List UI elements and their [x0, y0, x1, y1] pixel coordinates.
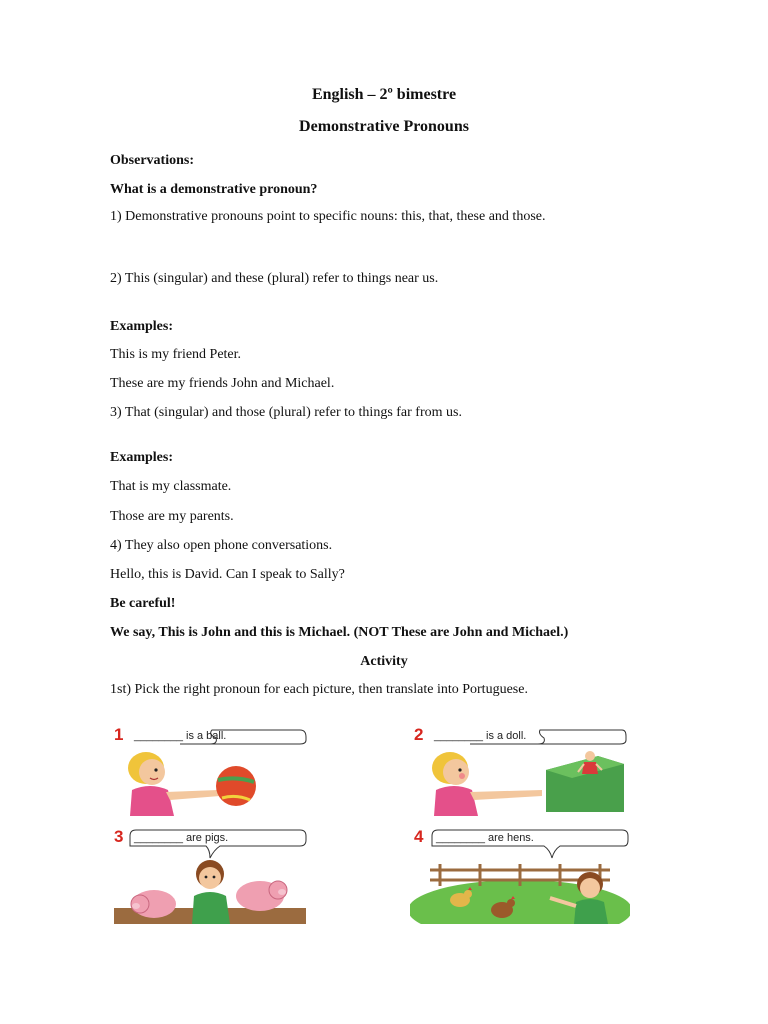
examples-heading-2: Examples: [110, 450, 173, 465]
example-4: Those are my parents. [110, 509, 234, 524]
girl-with-pigs-icon [110, 824, 310, 924]
exercise-1-number: 1 [114, 725, 124, 744]
girl-with-hens-icon [410, 824, 630, 924]
girl-with-ball-icon [110, 720, 310, 816]
activity-heading: Activity [360, 654, 408, 669]
girl-with-doll-icon [410, 720, 630, 816]
exercise-4-number: 4 [414, 827, 424, 846]
example-1: This is my friend Peter. [110, 347, 242, 362]
example-5: Hello, this is David. Can I speak to Sally? [110, 567, 345, 582]
careful-line: We say, This is John and this is Michael. (NOT These are John and Michael.) [110, 625, 569, 640]
exercise-1 [110, 720, 310, 816]
exercise-3-prompt: ________ are pigs. [134, 832, 229, 844]
question-heading: What is a demonstrative pronoun? [110, 182, 318, 197]
document-title: English – 2º bimestre [311, 86, 457, 103]
paragraph-3: 3) That (singular) and those (plural) refer to things far from us. [110, 405, 462, 420]
paragraph-2: 2) This (singular) and these (plural) refer to things near us. [110, 271, 439, 286]
example-2: These are my friends John and Michael. [110, 376, 335, 391]
paragraph-1: 1) Demonstrative pronouns point to specific nouns: this, that, these and those. [110, 209, 546, 224]
activity-instructions: 1st) Pick the right pronoun for each picture, then translate into Portuguese. [110, 682, 528, 697]
examples-heading: Examples: [110, 319, 173, 334]
document-subtitle: Demonstrative Pronouns [299, 118, 469, 135]
exercise-4 [410, 824, 630, 924]
observations-heading: Observations: [110, 153, 194, 168]
exercise-4-prompt: ________ are hens. [436, 832, 534, 844]
exercise-3 [110, 824, 310, 924]
exercise-1-prompt: ________ is a ball. [134, 730, 227, 742]
paragraph-4: 4) They also open phone conversations. [110, 538, 333, 553]
example-3: That is my classmate. [110, 479, 232, 494]
exercise-2-number: 2 [414, 725, 424, 744]
exercise-illustrations [110, 720, 658, 930]
careful-heading: Be careful! [110, 596, 176, 611]
exercise-2-prompt: ________ is a doll. [434, 730, 527, 742]
exercise-2 [410, 720, 630, 816]
exercise-3-number: 3 [114, 827, 124, 846]
